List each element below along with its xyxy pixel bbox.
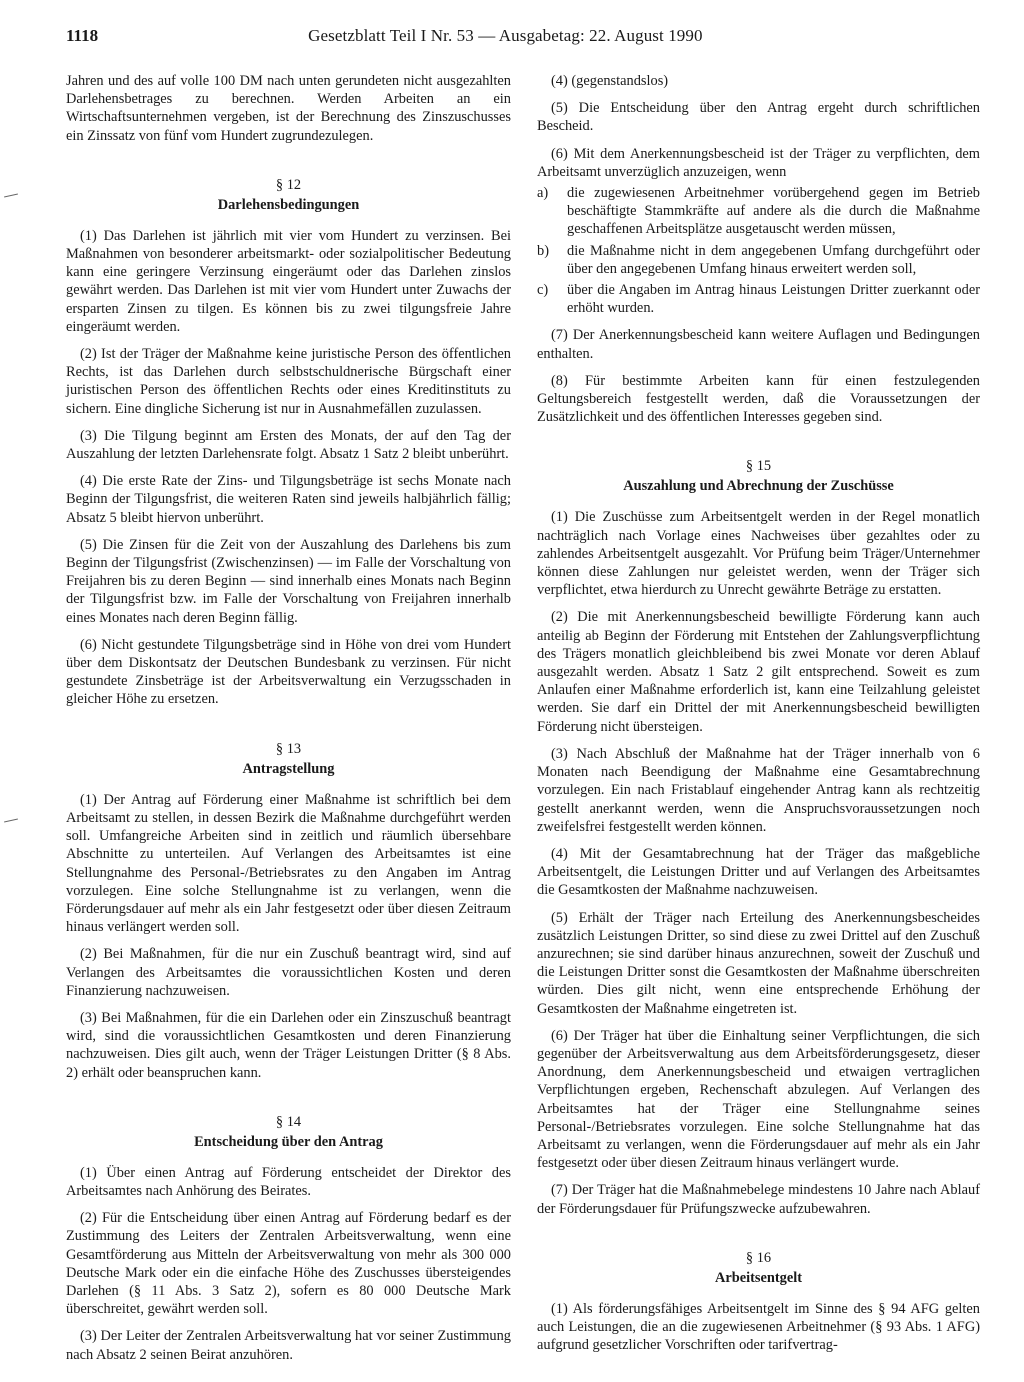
section-number: § 12 — [275, 176, 302, 193]
list-item — [537, 184, 980, 239]
section-heading-15 — [537, 456, 980, 496]
paragraph: Jahren und des auf volle 100 DM nach unten gerundeten nicht ausgezahlten Darlehensbetrages zu berechnen. Werden Arbeiten an ein Wirtschaftsunternehmen vergeben, ist der Berechnung des Zinszuschusses ein Zinssatz von fünf vom Hundert zugrundezulegen. — [66, 73, 511, 144]
margin-mark — [4, 819, 18, 823]
paragraph: (3) Die Tilgung beginnt am Ersten des Monats, der auf den Tag der Auszahlung der letzten Darlehensrate folgt. Absatz 1 Satz 2 bleibt unberührt. — [66, 427, 511, 463]
paragraph: (3) Bei Maßnahmen, für die ein Darlehen oder ein Zinszuschuß beantragt wird, sind die voraussichtlichen Gesamtkosten und deren Finanzierung nachzuweisen. Dies gilt auch, wenn der Träger Leistungen Dritter (§ 8 Abs. 2) erhält oder beanspruchen kann. — [66, 1009, 511, 1081]
section-title: Auszahlung und Abrechnung der Zuschüsse — [623, 478, 894, 495]
paragraph: (7) Der Träger hat die Maßnahmebelege mindestens 10 Jahre nach Ablauf der Förderungsdauer für Prüfungszwecke aufzubewahren. — [537, 1182, 980, 1217]
section-number: § 16 — [745, 1249, 772, 1266]
section-title: Darlehensbedingungen — [217, 196, 360, 213]
paragraph: (4) Die erste Rate der Zins- und Tilgungsbeträge ist sechs Monate nach Beginn der Tilgungsfrist, die weiteren Raten sind jeweils halbjährlich fällig; Absatz 5 bleibt hiervon unberührt. — [66, 473, 511, 526]
paragraph: (1) Das Darlehen ist jährlich mit vier vom Hundert zu verzinsen. Bei Maßnahmen von besonderer arbeitsmarkt- oder sozialpolitischer Bedeutung kann eine geringere Verzinsung eingeräumt oder das Darlehen zinslos gewährt werden. Das Darlehen ist mit vier vom Hundert unter Zuwachs der ersparten Zinsen zu tilgen. Es können bis zu zwei tilgungsfreie Jahre eingeräumt werden. — [66, 227, 511, 335]
paragraph: (6) Mit dem Anerkennungsbescheid ist der Träger zu verpflichten, dem Arbeitsamt unverzüglich anzuzeigen, wenn — [537, 145, 980, 180]
paragraph: (8) Für bestimmte Arbeiten kann für einen festzulegenden Geltungsbereich festgestellt werden, daß die Voraussetzungen der Zusätzlichkeit und des öffentlichen Interesses gegeben sind. — [537, 372, 980, 426]
margin-mark — [4, 194, 18, 198]
list-letter: a) — [537, 185, 549, 202]
paragraph: (1) Als förderungsfähiges Arbeitsentgelt im Sinne des § 94 AFG gelten auch Leistungen, die an die zugewiesenen Arbeitnehmer (§ 93 Abs. 1 AFG) aufgrund gesetzlicher Vorschriften oder tarifvertrag- — [537, 1300, 980, 1354]
page-header — [66, 26, 728, 52]
section-number: § 14 — [275, 1113, 302, 1130]
paragraph: (3) Der Leiter der Zentralen Arbeitsverwaltung hat vor seiner Zustimmung nach Absatz 2 seinen Beirat anzuhören. — [66, 1328, 511, 1363]
running-title: Gesetzblatt Teil I Nr. 53 — Ausgabetag: 22. August 1990 — [308, 26, 703, 45]
paragraph: (2) Die mit Anerkennungsbescheid bewilligte Förderung kann auch anteilig ab Beginn der Förderung mit Entstehen der Zahlungsverpflichtung des Trägers monatlich gleichbleibend bis zwei Monate vor deren Ablauf ausgezahlt werden. Absatz 1 Satz 2 gilt entsprechend. Soweit es zum Anlaufen einer Maßnahme erforderlich ist, kann eine Teilzahlung geleistet werden. Sie darf ein Drittel der mit Anerkennungsbescheid bewilligten Förderung nicht übersteigen. — [537, 609, 980, 735]
list-text: die Maßnahme nicht in dem angegebenen Umfang durchgeführt oder über den angegebenen Umfang hinaus erweitert werden soll, — [567, 242, 980, 277]
paragraph: (2) Für die Entscheidung über einen Antrag auf Förderung bedarf es der Zustimmung des Leiters der Zentralen Arbeitsverwaltung, wenn eine Gesamtförderung aus Mitteln der Arbeitsverwaltung von mehr als 300 000 Deutsche Mark oder ein die einfache Höhe des Zuschusses übersteigendes Darlehen (§ 11 Abs. 3 Satz 2), sofern es 80 000 Deutsche Mark überschreitet, gewährt werden soll. — [66, 1210, 511, 1318]
section-heading-16 — [537, 1248, 980, 1288]
list-text: die zugewiesenen Arbeitnehmer vorübergehend gegen im Betrieb beschäftigte Stammkräfte auf andere als die durch die Maßnahme geschaffenen Arbeitsplätze ausgetauscht werden müssen, — [567, 185, 980, 238]
list-letter: b) — [537, 242, 549, 259]
list-letter: c) — [537, 282, 549, 299]
section-title: Antragstellung — [242, 760, 335, 777]
right-column — [537, 72, 980, 1363]
paragraph: (3) Nach Abschluß der Maßnahme hat der Träger innerhalb von 6 Monaten nach Beendigung der Maßnahme eine Gesamtabrechnung vorzulegen. Ein nach Fristablauf eingehender Antrag kann als rechtzeitig gestellt anerkannt werden, wenn die Anspruchsvoraussetzungen noch zweifelsfrei festgestellt werden können. — [537, 745, 980, 835]
paragraph: (5) Die Entscheidung über den Antrag ergeht durch schriftlichen Bescheid. — [537, 100, 980, 135]
section-title: Arbeitsentgelt — [714, 1269, 803, 1286]
section-heading-13 — [66, 739, 511, 779]
paragraph: (6) Nicht gestundete Tilgungsbeträge sind in Höhe von drei vom Hundert über dem Diskontsatz der Deutschen Bundesbank zu verzinsen. Für nicht gestundete Zinsbeträge ist der Arbeitsverwaltung ein Verzugsschaden in gleicher Höhe zu ersetzen. — [66, 636, 511, 708]
section-title: Entscheidung über den Antrag — [194, 1133, 383, 1150]
paragraph: (7) Der Anerkennungsbescheid kann weitere Auflagen und Bedingungen enthalten. — [537, 327, 980, 362]
paragraph: (2) Bei Maßnahmen, für die nur ein Zuschuß beantragt wird, sind auf Verlangen des Arbeitsamtes die voraussichtlichen Kosten und deren Finanzierung nachzuweisen. — [66, 946, 511, 999]
paragraph: (5) Die Zinsen für die Zeit von der Auszahlung des Darlehens bis zum Beginn der Tilgungsfrist (Zwischenzinsen) — im Falle der Vorschaltung von Freijahren bis zu deren Beginn — sind innerhalb eines Monats nach Beginn der Tilgungsfrist bzw. im Falle der Vorschaltung von Freijahren innerhalb eines Monates nach deren Beginn fällig. — [66, 536, 511, 626]
section-number: § 13 — [275, 740, 302, 757]
left-column — [66, 72, 511, 1373]
list-item — [537, 281, 980, 317]
paragraph: (1) Über einen Antrag auf Förderung entscheidet der Direktor des Arbeitsamtes nach Anhörung des Beirates. — [66, 1164, 511, 1199]
list-item — [537, 242, 980, 278]
section-heading-12 — [66, 175, 511, 215]
paragraph: (6) Der Träger hat über die Einhaltung seiner Verpflichtungen, die sich gegenüber der Arbeitsverwaltung aus dem Arbeitsförderungsgesetz, dieser Anordnung, dem Anerkennungsbescheid und etwaigen vertraglichen Verpflichtungen ergeben, Rechenschaft abzulegen. Auf Verlangen des Arbeitsamtes hat der Träger eine Stellungnahme seines Personal-/Betriebsrates vorzulegen. Eine solche Stellungnahme hat das Arbeitsamt zu verlangen, wenn die Förderungsdauer auf mehr als ein Jahr festgesetzt oder über diesen Zeitraum hinaus verlängert wurde. — [537, 1027, 980, 1172]
paragraph: (2) Ist der Träger der Maßnahme keine juristische Person des öffentlichen Rechts, ist das Darlehen durch selbstschuldnerische Bürgschaft einer juristischen Person des öffentlichen Rechts oder eines Kreditinstituts zu sichern. Eine dingliche Sicherung ist nur in Ausnahmefällen zuzulassen. — [66, 346, 511, 417]
page-number: 1118 — [66, 26, 99, 45]
section-heading-14 — [66, 1112, 511, 1152]
list-text: über die Angaben im Antrag hinaus Leistungen Dritter zuerkannt oder erhöht wurden. — [567, 282, 980, 317]
section-number: § 15 — [745, 458, 772, 475]
paragraph: (5) Erhält der Träger nach Erteilung des Anerkennungsbescheides zusätzlich Leistungen Dritter, so sind diese zu zwei Drittel auf den Zuschuß anzurechnen; sie sind darüber hinaus anzurechnen, soweit der Zuschuß und die Leistungen Dritter sonst die Gesamtkosten der Maßnahme überschreiten würden. Dies gilt nicht, wenn eine entsprechende Erhöhung der Gesamtkosten der Maßnahme eingetreten ist. — [537, 909, 980, 1017]
paragraph: (4) (gegenstandslos) — [551, 73, 669, 89]
paragraph: (4) Mit der Gesamtabrechnung hat der Träger das maßgebliche Arbeitsentgelt, die Leistungen Dritter und auf Verlangen des Arbeitsamtes die Gesamtkosten der Maßnahme nachzuweisen. — [537, 845, 980, 899]
paragraph: (1) Der Antrag auf Förderung einer Maßnahme ist schriftlich bei dem Arbeitsamt zu stellen, in dessen Bezirk die Maßnahme durchgeführt werden soll. Umfangreiche Arbeiten sind in zeitlich und räumlich übersehbare Abschnitte zu unterteilen. Auf Verlangen des Arbeitsamtes ist eine Stellungnahme des Personal-/Betriebsrates zu den Angaben im Antrag vorzulegen. Eine solche Stellungnahme ist zu verlangen, wenn die Förderungsdauer auf mehr als ein Jahr festgesetzt oder über diesen Zeitraum hinaus verlängert werden soll. — [66, 791, 511, 936]
paragraph: (1) Die Zuschüsse zum Arbeitsentgelt werden in der Regel monatlich nachträglich nach Vorlage eines Nachweises über gezahltes oder zu zahlendes Arbeitsentgelt ausgezahlt. Vor Prüfung beim Träger/Unternehmer können diese Zahlungen nur geleistet werden, wenn der Träger sich verpflichtet, etwa hierdurch zu Unrecht gewährte Beträge zu erstatten. — [537, 509, 980, 599]
